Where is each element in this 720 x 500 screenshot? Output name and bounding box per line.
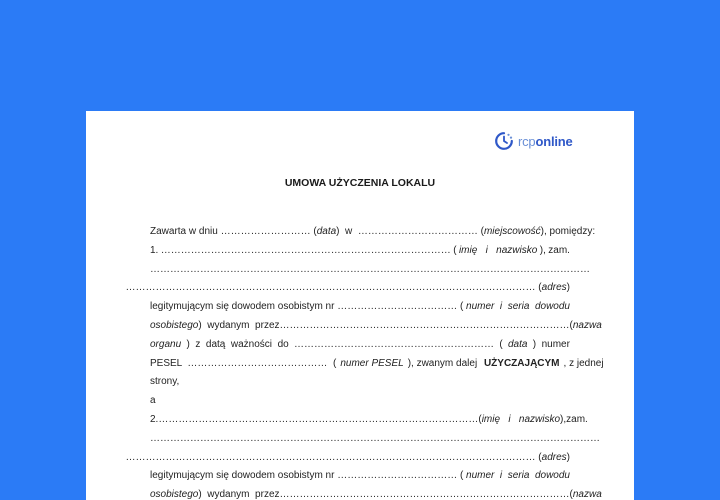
line-text: nazwa	[572, 319, 602, 331]
line-text: …………………………………………………………………………………………………………… (	[125, 451, 542, 463]
line-text: PESEL …………………………………… (	[150, 357, 337, 369]
line-text: ),	[539, 244, 546, 256]
line-text: ) z datą ważności do	[186, 338, 289, 350]
line-text: ………………………………………………………………………………………………………………………	[150, 432, 600, 444]
line-text: …………………………………………………………………………………………………………… (	[125, 282, 542, 294]
line-text: numer i seria dowodu	[466, 301, 570, 313]
document-line	[150, 467, 570, 486]
logo-text	[518, 134, 573, 149]
line-text: ……………………………………………………………………………………………………………………	[150, 263, 590, 275]
line-text: numer i seria dowodu	[466, 470, 570, 482]
line-text: ) wydanym przez	[198, 319, 280, 331]
document-line	[150, 242, 570, 261]
line-text: Zawarta w dniu ……………………… (	[150, 226, 317, 237]
line-text: ),	[560, 413, 567, 425]
document-line	[150, 261, 590, 280]
line-text: nr	[325, 301, 335, 313]
document-line	[150, 486, 602, 500]
document-line	[150, 411, 588, 430]
line-text: osobistym	[277, 470, 323, 482]
line-text: osobistym	[277, 301, 323, 313]
document-line	[150, 317, 602, 336]
document-line	[150, 392, 570, 411]
line-text: osobistego	[150, 319, 199, 331]
line-text: ) wydanym przez	[198, 489, 280, 500]
document-body	[125, 223, 604, 500]
line-text: ……………………………………………………………………………	[160, 244, 451, 256]
line-text: )	[566, 451, 570, 463]
line-text: numer PESEL	[340, 357, 404, 369]
line-text: (	[569, 319, 573, 331]
document-line	[150, 223, 596, 242]
line-text: (	[499, 338, 503, 350]
document-line	[150, 355, 604, 374]
rcponline-logo	[494, 131, 573, 151]
line-text: ……………………………………………………………………………	[279, 319, 570, 331]
line-text: legitymującym	[150, 301, 214, 313]
document-line	[150, 336, 570, 355]
line-text: zam.	[566, 413, 588, 425]
line-text: 2.	[150, 413, 159, 425]
line-text: adres	[541, 451, 567, 463]
line-text: nazwa	[572, 489, 602, 500]
document-page	[86, 111, 634, 500]
line-text: miejscowość	[483, 226, 541, 237]
line-text: imię i nazwisko	[458, 244, 538, 256]
line-text: nr	[325, 470, 335, 482]
document-title: UMOWA UŻYCZENIA LOKALU	[284, 177, 436, 189]
line-text: organu	[150, 338, 182, 350]
line-text: data	[507, 338, 528, 350]
line-text: a	[150, 395, 156, 407]
clock-logo-icon	[494, 131, 514, 151]
line-text: ) numer	[532, 338, 570, 350]
line-text: 1.	[150, 244, 159, 256]
line-text: ……………………………………………………	[294, 338, 495, 350]
line-text: (	[459, 301, 464, 313]
line-text: )	[566, 282, 570, 294]
line-text: się	[216, 301, 229, 313]
line-text: dowodem	[231, 301, 276, 313]
logo-text-rcp: rcp	[518, 133, 536, 149]
line-text: się	[216, 470, 229, 482]
line-text: osobistego	[150, 489, 199, 500]
line-text: UŻYCZAJĄCYM	[483, 357, 560, 369]
line-text: zam.	[548, 244, 570, 256]
logo-text-online: online	[535, 133, 573, 149]
line-text: (	[453, 244, 457, 256]
line-text: dowodem	[231, 470, 276, 482]
document-line	[125, 449, 570, 468]
document-line	[125, 279, 570, 298]
line-text: data	[316, 226, 337, 237]
line-text: ……………………………………………………………………………………	[158, 413, 479, 425]
line-text: ……………………………………………………………………………	[279, 489, 570, 500]
line-text: ), zwanym dalej	[407, 357, 480, 369]
line-text: ………………………………	[337, 470, 458, 482]
line-text: strony,	[150, 376, 180, 388]
document-line	[150, 298, 570, 317]
line-text: (	[478, 413, 482, 425]
line-text: adres	[541, 282, 567, 294]
document-line	[150, 430, 600, 449]
document-line	[150, 373, 570, 392]
line-text: ………………………………	[337, 301, 458, 313]
line-text: , z jednej	[563, 357, 604, 369]
line-text: (	[569, 489, 573, 500]
line-text: (	[459, 470, 464, 482]
line-text: legitymującym	[150, 470, 214, 482]
line-text: ) w ……………………………… (	[336, 226, 484, 237]
line-text: imię i nazwisko	[481, 413, 561, 425]
line-text: ), pomiędzy:	[540, 226, 596, 237]
